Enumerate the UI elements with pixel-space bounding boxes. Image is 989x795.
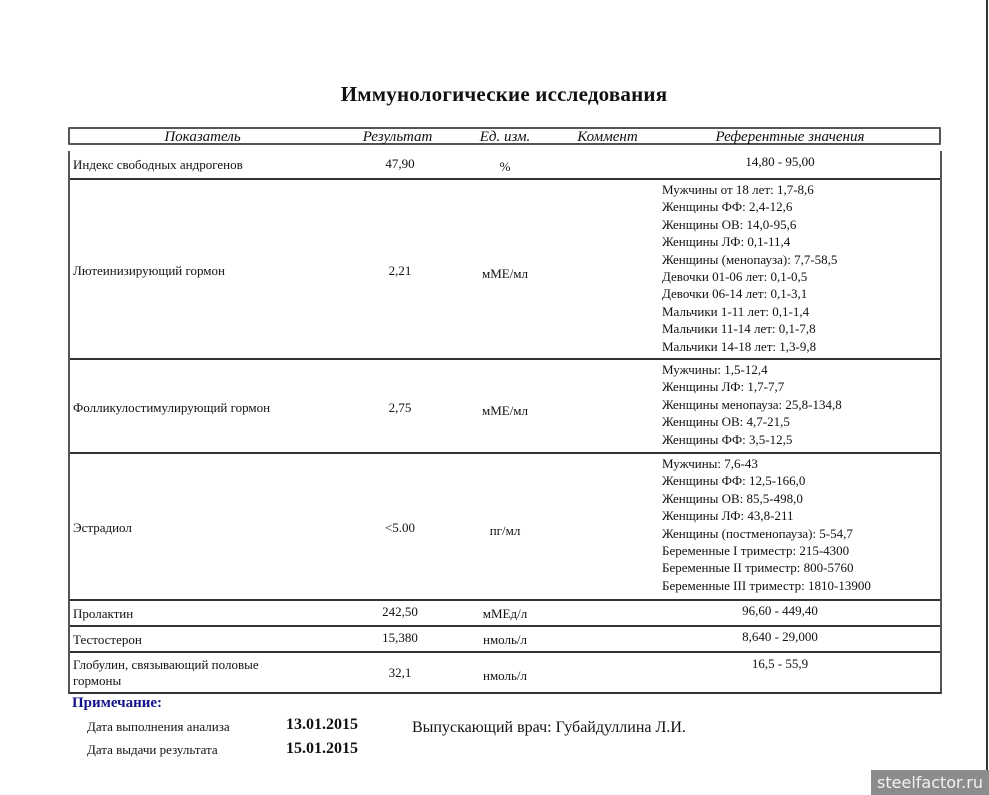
reference-line: Мальчики 11-14 лет: 0,1-7,8 [662,321,816,337]
reference-line: Мальчики 14-18 лет: 1,3-9,8 [662,338,817,354]
issue-date-label: Дата выдачи результата [87,742,218,757]
reference-line: Мальчики 1-11 лет: 0,1-1,4 [662,303,810,319]
row-indicator-name: Эстрадиол [73,520,132,535]
row-result: <5.00 [384,520,416,535]
reference-line: Женщины менопауза: 25,8-134,8 [662,396,842,412]
header-unit: Ед. изм. [479,129,531,145]
header-result: Результат [362,129,433,145]
row-reference-list [662,455,932,594]
row-indicator-name: Индекс свободных андрогенов [73,157,243,172]
reference-line: Мужчины: 1,5-12,4 [662,362,768,377]
table-row [70,452,940,599]
row-unit: нмоль/л [482,668,528,683]
row-reference: 96,60 - 449,40 [742,603,818,618]
row-unit: мМЕ/мл [481,266,529,281]
row-indicator-name-line: Глобулин, связывающий половые [73,657,259,672]
reference-line: Женщины ФФ: 3,5-12,5 [662,431,793,447]
row-unit: нмоль/л [482,632,528,647]
row-unit: пг/мл [489,523,521,538]
reference-line: Мужчины от 18 лет: 1,7-8,6 [662,182,814,197]
issuing-doctor: Выпускающий врач: Губайдуллина Л.И. [412,719,686,736]
reference-line: Беременные III триместр: 1810-13900 [662,577,871,593]
table-header [68,127,941,145]
row-indicator-name: Тестостерон [73,632,142,647]
reference-line: Беременные II триместр: 800-5760 [662,560,854,576]
row-unit: % [499,159,511,174]
row-result: 2,75 [388,400,412,415]
row-unit: мМЕд/л [482,606,528,621]
row-indicator-name [73,657,353,689]
reference-line: Мужчины: 7,6-43 [662,456,758,471]
row-reference-list [662,181,932,355]
analysis-date-label: Дата выполнения анализа [87,719,230,734]
row-result: 242,50 [382,604,418,619]
table-row [70,178,940,358]
reference-line: Женщины ЛФ: 1,7-7,7 [662,379,785,395]
watermark: steelfactor.ru [871,770,989,795]
row-reference: 8,640 - 29,000 [742,629,818,644]
row-unit: мМЕ/мл [481,403,529,418]
row-result: 47,90 [385,156,415,171]
table-row [70,625,940,651]
reference-line: Женщины ОВ: 4,7-21,5 [662,414,790,430]
note-label: Примечание: [72,695,163,711]
row-indicator-name: Пролактин [73,606,134,621]
header-indicator: Показатель [164,129,241,145]
row-result: 15,380 [382,630,418,645]
row-result: 2,21 [388,263,412,278]
row-indicator-name: Лютеинизирующий гормон [73,263,225,278]
reference-line: Женщины ФФ: 12,5-166,0 [662,473,806,489]
row-result: 32,1 [388,665,412,680]
reference-line: Женщины ЛФ: 0,1-11,4 [662,234,791,250]
reference-line: Беременные I триместр: 215-4300 [662,543,850,559]
table-row [70,651,940,692]
row-reference-list [662,361,932,448]
reference-line: Женщины (постменопауза): 5-54,7 [662,525,853,541]
document-title: Иммунологические исследования [340,82,668,106]
reference-line: Девочки 01-06 лет: 0,1-0,5 [662,269,808,285]
header-comment: Коммент [577,129,638,145]
table-row [70,151,940,178]
table-row [70,599,940,625]
table-row [70,358,940,452]
reference-line: Женщины ФФ: 2,4-12,6 [662,199,793,215]
header-reference: Референтные значения [715,129,865,145]
issue-date-value: 15.01.2015 [286,740,358,757]
analysis-date-value: 13.01.2015 [286,716,358,733]
row-indicator-name: Фолликулостимулирующий гормон [73,400,271,415]
page-edge-divider [986,0,988,795]
row-indicator-name-line: гормоны [73,673,122,688]
reference-line: Женщины ЛФ: 43,8-211 [662,508,794,524]
results-table [68,151,942,694]
reference-line: Девочки 06-14 лет: 0,1-3,1 [662,286,808,302]
reference-line: Женщины (менопауза): 7,7-58,5 [662,251,838,267]
reference-line: Женщины ОВ: 14,0-95,6 [662,216,797,232]
row-reference: 16,5 - 55,9 [751,656,809,671]
reference-line: Женщины ОВ: 85,5-498,0 [662,490,803,506]
row-reference: 14,80 - 95,00 [745,154,815,169]
